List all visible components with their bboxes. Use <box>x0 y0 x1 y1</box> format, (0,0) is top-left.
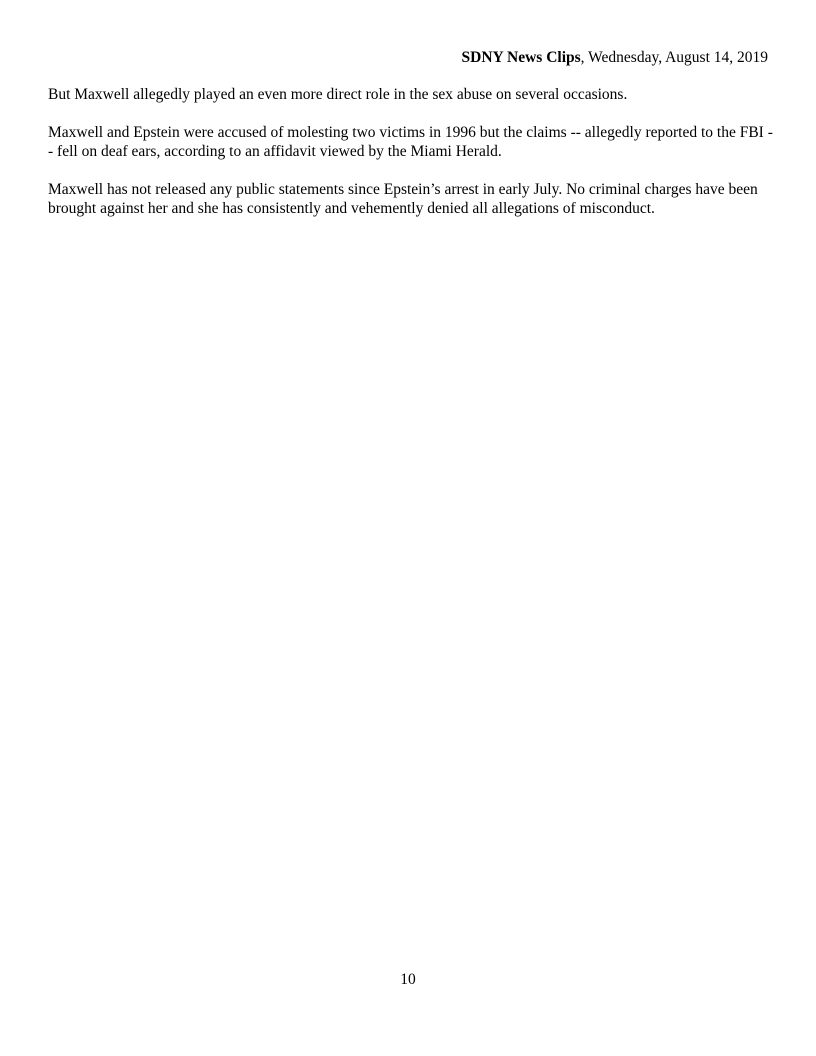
publication-name: SDNY News Clips <box>461 49 581 66</box>
header-date: , Wednesday, August 14, 2019 <box>580 49 768 66</box>
page-number: 10 <box>400 971 416 988</box>
paragraph-1: But Maxwell allegedly played an even more direct role in the sex abuse on several occasions. <box>48 86 628 103</box>
paragraph-3: Maxwell has not released any public statements since Epstein’s arrest in early July. No criminal charges have been brought against her and she has consistently and vehemently denied all allegations of misconduct. <box>48 181 758 217</box>
page-header <box>462 48 768 68</box>
paragraph-2: Maxwell and Epstein were accused of molesting two victims in 1996 but the claims -- allegedly reported to the FBI -- fell on deaf ears, according to an affidavit viewed by the Miami Herald. <box>48 124 773 160</box>
article-body <box>48 85 778 237</box>
